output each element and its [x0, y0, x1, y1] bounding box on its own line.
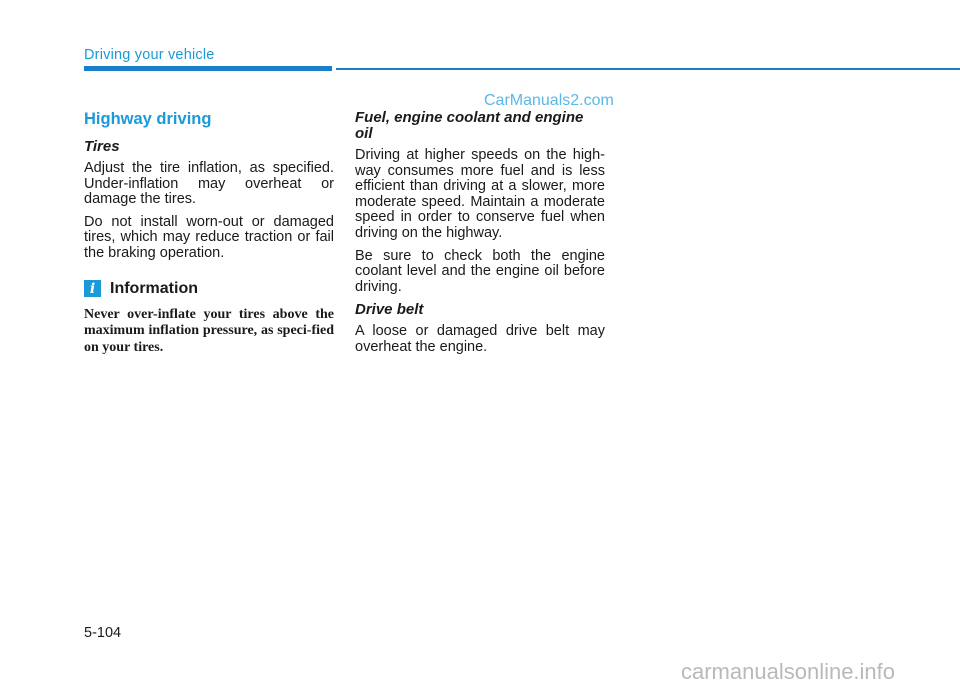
fuel-paragraph-1: Driving at higher speeds on the high-way consumes more fuel and is less efficient than driving at a slower, more moderate speed. Maintain a moderate speed in order to conserve fuel when driving on the highway. — [355, 147, 605, 241]
page-number: 5-104 — [84, 625, 122, 641]
tires-paragraph-2: Do not install worn-out or damaged tires, which may reduce traction or fail the braking operation. — [84, 213, 334, 261]
tires-paragraph-1: Adjust the tire inflation, as specified. Under-inflation may overheat or damage the tires. — [84, 160, 334, 208]
section-title-highway-driving: Highway driving — [84, 110, 212, 128]
information-title: Information — [110, 279, 198, 297]
information-body: Never over-inflate your tires above the maximum inflation pressure, as speci-fied on your tires. — [84, 306, 334, 355]
watermark-top: CarManuals2.com — [484, 92, 614, 109]
drive-belt-paragraph: A loose or damaged drive belt may overheat the engine. — [355, 323, 605, 355]
chapter-header: Driving your vehicle — [84, 47, 215, 63]
subheading-fuel-coolant-oil: Fuel, engine coolant and engine oil — [355, 109, 584, 142]
subheading-drive-belt: Drive belt — [355, 301, 424, 319]
information-header — [84, 280, 334, 298]
information-icon: i — [84, 280, 101, 297]
header-rule-thin — [336, 68, 960, 70]
watermark-bottom: carmanualsonline.info — [681, 659, 896, 684]
subheading-tires: Tires — [84, 138, 120, 155]
middle-column — [355, 110, 605, 363]
fuel-paragraph-2: Be sure to check both the engine coolant level and the engine oil before driving. — [355, 247, 605, 295]
left-column — [84, 110, 334, 356]
header-rule-thick — [84, 66, 332, 71]
